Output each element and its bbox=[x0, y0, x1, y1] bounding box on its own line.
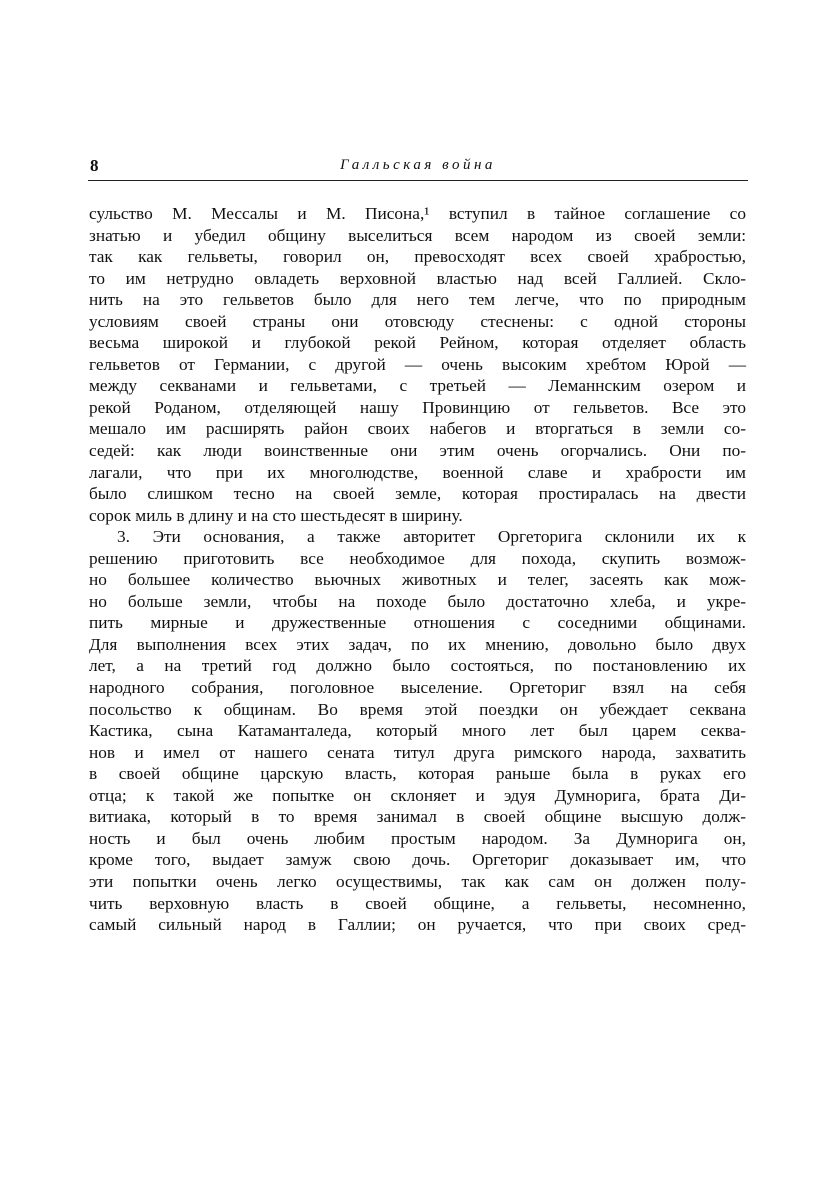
text-line: весьма широкой и глубокой рекой Рейном, которая отделяет область bbox=[89, 333, 746, 353]
text-line: знатью и убедил общину выселиться всем народом из своей земли: bbox=[89, 225, 746, 245]
text-line: Для выполнения всех этих задач, по их мнению, довольно было двух bbox=[89, 634, 746, 654]
text-line: гельветов от Германии, с другой — очень высоким хребтом Юрой — bbox=[89, 354, 746, 374]
text-line: нить на это гельветов было для него тем легче, что по природным bbox=[89, 290, 746, 310]
text-line: самый сильный народ в Галлии; он ручается, что при своих сред- bbox=[89, 915, 746, 935]
text-line: но большее количество вьючных животных и телег, засеять как мож- bbox=[89, 570, 746, 590]
text-line: эти попытки очень легко осуществимы, так как сам он должен полу- bbox=[89, 871, 746, 891]
text-line: пить мирные и дружественные отношения с соседними общинами. bbox=[89, 613, 746, 633]
text-line: но больше земли, чтобы на походе было достаточно хлеба, и укре- bbox=[89, 591, 746, 611]
text-line: рекой Роданом, отделяющей нашу Провинцию от гельветов. Все это bbox=[89, 397, 746, 417]
paragraph-2 bbox=[89, 526, 746, 935]
text-line: ность и был очень любим простым народом. За Думнорига он, bbox=[89, 828, 746, 848]
text-line: то им нетрудно овладеть верховной властью над всей Галлией. Скло- bbox=[89, 268, 746, 288]
text-line: было слишком тесно на своей земле, которая простиралась на двести bbox=[89, 484, 746, 504]
text-line: мешало им расширять район своих набегов и вторгаться в земли со- bbox=[89, 419, 746, 439]
text-line: между секванами и гельветами, с третьей — Леманнским озером и bbox=[89, 376, 746, 396]
text-line: сорок миль в длину и на сто шестьдесят в ширину. bbox=[89, 505, 463, 525]
text-line: посольство к общинам. Во время этой поездки он убеждает секвана bbox=[89, 699, 746, 719]
text-line: витиака, который в то время занимал в своей общине высшую долж- bbox=[89, 807, 746, 827]
text-line: народного собрания, поголовное выселение. Оргеториг взял на себя bbox=[89, 678, 746, 698]
text-line: так как гельветы, говорил он, превосходят всех своей храбростью, bbox=[89, 247, 746, 267]
text-line: седей: как люди воинственные они этим очень огорчались. Они по- bbox=[89, 441, 746, 461]
text-line: в своей общине царскую власть, которая раньше была в руках его bbox=[89, 764, 746, 784]
text-line: сульство М. Мессалы и М. Писона,¹ вступил в тайное соглашение со bbox=[89, 204, 746, 223]
page-body bbox=[89, 203, 746, 936]
text-line: 3. Эти основания, а также авторитет Оргеторига склонили их к bbox=[117, 527, 746, 547]
text-line: нов и имел от нашего сената титул друга римского народа, захватить bbox=[89, 742, 746, 762]
text-line: Кастика, сына Катаманталеда, который много лет был царем секва- bbox=[89, 721, 746, 741]
running-header bbox=[88, 152, 748, 181]
text-line: отца; к такой же попытке он склоняет и эдуя Думнорига, брата Ди- bbox=[89, 785, 746, 805]
text-line: условиям своей страны они отовсюду стеснены: с одной стороны bbox=[89, 311, 746, 331]
text-line: кроме того, выдает замуж свою дочь. Оргеториг доказывает им, что bbox=[89, 850, 746, 870]
text-line: лет, а на третий год должно было состояться, по постановлению их bbox=[89, 656, 746, 676]
running-title: Галльская война bbox=[340, 157, 496, 173]
paragraph-1 bbox=[89, 203, 746, 526]
text-line: лагали, что при их многолюдстве, военной славе и храбрости им bbox=[89, 462, 746, 482]
page-number: 8 bbox=[90, 156, 99, 175]
text-line: чить верховную власть в своей общине, а гельветы, несомненно, bbox=[89, 893, 746, 913]
text-line: решению приготовить все необходимое для похода, скупить возмож- bbox=[89, 548, 746, 568]
